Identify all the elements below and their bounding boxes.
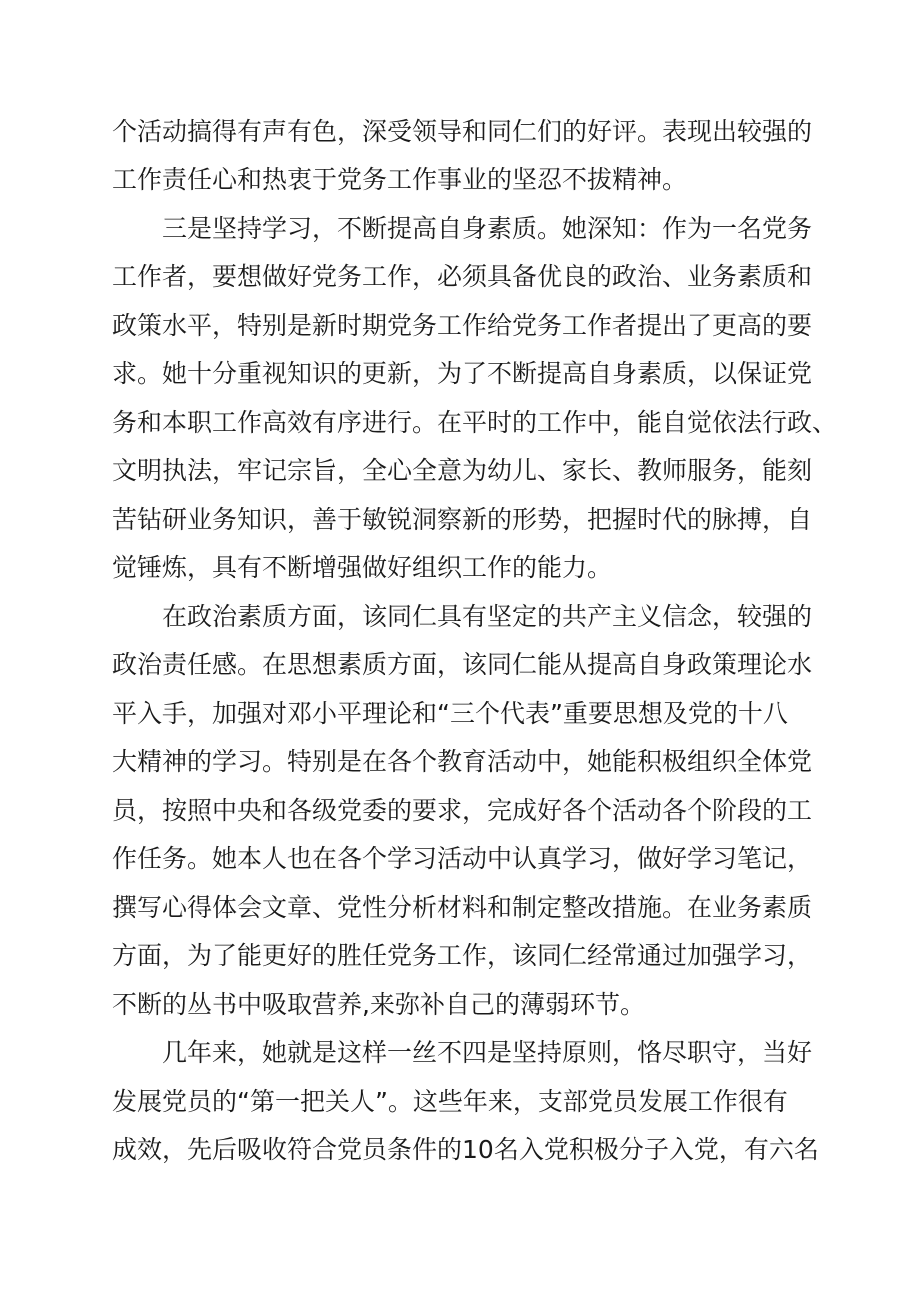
text-line: 方面，为了能更好的胜任党务工作，该同仁经常通过加强学习， bbox=[112, 941, 813, 970]
text-line: 不断的丛书中吸取营养,来弥补自己的薄弱环节。 bbox=[112, 990, 645, 1019]
text-line: 发展党员的“第一把关人”。这些年来，支部党员发展工作很有 bbox=[112, 1087, 788, 1116]
text-line: 个活动搞得有声有色，深受领导和同仁们的好评。表现出较强的 bbox=[112, 117, 813, 146]
text-line: 政治责任感。在思想素质方面，该同仁能从提高自身政策理论水 bbox=[112, 650, 813, 679]
text-line: 工作者，要想做好党务工作，必须具备优良的政治、业务素质和 bbox=[112, 262, 813, 291]
text-line: 工作责任心和热衷于党务工作事业的坚忍不拔精神。 bbox=[112, 165, 688, 194]
paragraph-start-line: 在政治素质方面，该同仁具有坚定的共产主义信念，较强的 bbox=[162, 602, 813, 631]
text-line: 务和本职工作高效有序进行。在平时的工作中，能自觉依法行政、 bbox=[112, 408, 838, 437]
text-line: 苦钻研业务知识，善于敏锐洞察新的形势，把握时代的脉搏，自 bbox=[112, 505, 813, 534]
text-line: 觉锤炼，具有不断增强做好组织工作的能力。 bbox=[112, 553, 613, 582]
text-line: 政策水平，特别是新时期党务工作给党务工作者提出了更高的要 bbox=[112, 311, 813, 340]
text-line: 大精神的学习。特别是在各个教育活动中，她能积极组织全体党 bbox=[112, 747, 813, 776]
text-line: 员，按照中央和各级党委的要求，完成好各个活动各个阶段的工 bbox=[112, 796, 813, 825]
paragraph-start-line: 几年来，她就是这样一丝不四是坚持原则，恪尽职守，当好 bbox=[162, 1038, 813, 1067]
text-line: 求。她十分重视知识的更新，为了不断提高自身素质，以保证党 bbox=[112, 359, 813, 388]
paragraph-start-line: 三是坚持学习，不断提高自身素质。她深知：作为一名党务 bbox=[162, 214, 813, 243]
text-line: 文明执法，牢记宗旨，全心全意为幼儿、家长、教师服务，能刻 bbox=[112, 456, 813, 485]
text-line: 撰写心得体会文章、党性分析材料和制定整改措施。在业务素质 bbox=[112, 893, 813, 922]
text-line: 作任务。她本人也在各个学习活动中认真学习，做好学习笔记， bbox=[112, 844, 813, 873]
text-line: 平入手，加强对邓小平理论和“三个代表”重要思想及党的十八 bbox=[112, 699, 788, 728]
text-line: 成效，先后吸收符合党员条件的10名入党积极分子入党，有六名 bbox=[112, 1135, 819, 1164]
